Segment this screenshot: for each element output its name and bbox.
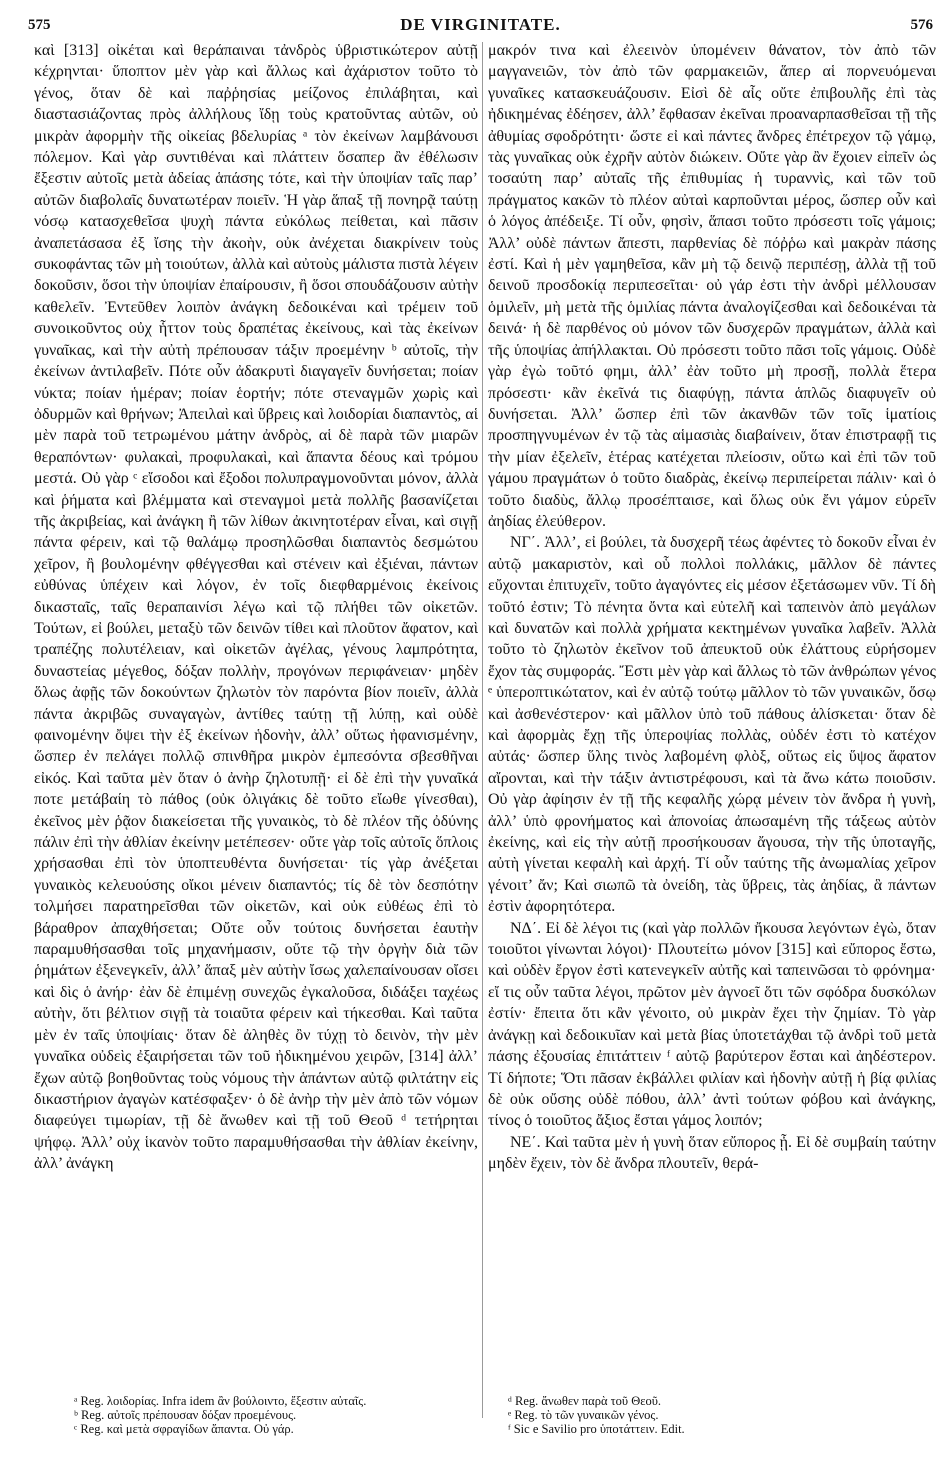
- section-55: ΝΕ΄. Καὶ ταῦτα μὲν ἡ γυνὴ ὅταν εὔπορος ᾖ. Εἰ δὲ συμβαίη ταύτην μηδὲν ἔχειν, τὸν δὲ ἄνδρα πλουτεῖν, θερά-: [488, 1133, 936, 1173]
- right-page-number: 576: [910, 16, 933, 33]
- section-53: ΝΓ΄. Ἀλλ’, εἰ βούλει, τὰ δυσχερῆ τέως ἀφέντες τὸ δοκοῦν εἶναι ἐν αὐτῷ μακαριστὸν, καὶ οὗ πολλοὶ πολλάκις, μᾶλλον δὲ πάντες εὔχονται ἐπιτυχεῖν, τοῦτο ἀγαγόντες εἰς μέσον ἐξετάσωμεν νῦν. Τί δὴ τοῦτό ἐστιν; Τὸ πένητα ὄντα καὶ εὐτελῆ καὶ ταπεινὸν ἀπὸ μεγάλων καὶ δυνατῶν καὶ πολλὰ χρήματα κεκτημένων γυναῖκα λαβεῖν. Ἀλλὰ τοῦτο τὸ ζηλωτὸν ἐκεῖνον τοῦ ἀπευκτοῦ οὐκ ἐλάττους εὑρήσομεν ἔχον τὰς συμφοράς. Ἔστι μὲν γὰρ καὶ ἄλλως τὸ τῶν ἀνθρώπων γένος ᵉ ὑπεροπτικώτατον, καὶ ἐν αὐτῷ τούτῳ μᾶλλον τὸ τῶν γυναικῶν, ὅσῳ καὶ ἀσθενέστερον· καὶ μᾶλλον ὑπὸ τοῦ πάθους ἁλίσκεται· ὅταν δὲ καὶ ἀφορμὰς ἔχῃ τῆς ὑπεροψίας πολλὰς, οὐδέν ἐστι τὸ κατέχον αὐτάς· ὥσπερ ὕλης τινὸς λαβομένη φλὸξ, οὕτως εἰς ὕψος ἄφατον αἴρονται, καὶ τὴν τάξιν ἀντιστρέφουσι, καὶ τὰ ἄνω κάτω ποιοῦσιν. Οὐ γὰρ ἀφίησιν ἐν τῇ τῆς κεφαλῆς χώρᾳ μένειν τὸν ἄνδρα ἡ γυνὴ, ἀλλ’ ὑπὸ φρονήματος καὶ ἀπονοίας ἀπωσαμένη τῆς τάξεως αὐτὸν ἐκείνης, καὶ εἰς τὴν αὐτῇ προσήκουσαν ἄγουσα, τὴν τῆς ὑποταγῆς, αὐτὴ γίνεται κεφαλὴ καὶ ἀρχή. Τί οὖν ταύτης τῆς ἀνωμαλίας χεῖρον γένοιτ’ ἄν; Καὶ σιωπῶ τὰ ὀνείδη, τὰς ὕβρεις, τὰς ἀηδίας, ἃ πάντων ἐστὶν ἀφορητότερα.: [488, 534, 936, 916]
- footnotes-right: [508, 1394, 928, 1436]
- running-title: DE VIRGINITATE.: [400, 15, 561, 34]
- footnotes-left: [74, 1394, 474, 1436]
- section-54: ΝΔ΄. Εἰ δὲ λέγοι τις (καὶ γὰρ πολλῶν ἤκουσα λεγόντων ἐγὼ, ὅταν τοιοῦτοι γίνωνται λόγοι)· Πλουτείτω μόνον [315] καὶ εὔπορος ἔστω, καὶ οὐδὲν ἔργον ἐστὶ κατενεγκεῖν αὐτῆς καὶ ταπεινῶσαι τὸ φρόνημα· εἴ τις οὖν ταῦτα λέγοι, πρῶτον μὲν ἀγνοεῖ ὅτι τῶν σφόδρα δυσκόλων ἐστίν· ἔπειτα ὅτι κἂν γένοιτο, οὐ μικρὰν ἔχει τὴν ζημίαν. Τὸ γὰρ ἀνάγκῃ καὶ δεδοικυῖαν καὶ μετὰ βίας ὑποτετάχθαι τῷ ἀνδρὶ τοῦ μετὰ πάσης ἐξουσίας ἐπιτάττειν ᶠ αὐτῷ βαρύτερον ἔσται καὶ ἀηδέστερον. Τί δήποτε; Ὅτι πᾶσαν ἐκβάλλει φιλίαν καὶ ἡδονὴν αὐτῇ ἡ βίᾳ φιλίας δὲ οὐκ οὔσης οὐδὲ πόθου, ἀλλ’ ἀντὶ τούτων φόβου καὶ ἀνάγκης, τίνος ὁ τοιοῦτος ἄξιος ἔσται γάμος λοιπόν;: [488, 919, 936, 1130]
- footnote-f: ᶠ Sic e Savilio pro ὑποτάττειν. Edit.: [508, 1422, 685, 1436]
- left-column: [34, 40, 478, 1418]
- footnote-c: ᶜ Reg. καὶ μετὰ σφραγίδων ἅπαντα. Οὐ γάρ.: [74, 1422, 294, 1436]
- left-page-number: 575: [28, 16, 51, 33]
- footnote-e: ᵉ Reg. τὸ τῶν γυναικῶν γένος.: [508, 1408, 659, 1422]
- right-column-text: μακρόν τινα καὶ ἐλεεινὸν ὑπομένειν θάνατον, τὸν ἀπὸ τῶν μαγγανειῶν, τὸν ἀπὸ τῶν φαρμακειῶν, ἅπερ αἱ πορνευόμεναι γυναῖκες κατασκευάζουσιν. Εἰσὶ δὲ αἷς οὔτε ἐπιβουλῆς ἐπὶ τὰς ἠδικημένας ἐδέησεν, ἀλλ’ ἔφθασαν ἐκεῖναι προαναρπασθεῖσαι τῇ τῆς ἀθυμίας σφοδρότητι· ὥστε εἰ καὶ πάντες ἄνδρες ἐπέτρεχον τῷ γάμῳ, τὰς γυναῖκας οὐκ ἐχρῆν αὐτὸν διώκειν. Οὔτε γὰρ ἂν ἔχοιεν εἰπεῖν ὡς τοσαύτη παρ’ αὐταῖς τῆς ἐπιθυμίας ἡ τυραννὶς, καὶ τῶν τοῦ πράγματος κακῶν τὸ πλέον αὐταὶ καρποῦνται μέρος, ὥσπερ οὖν καὶ ὁ λόγος ἀπέδειξε. Τί οὖν, φησὶν, ἅπασι τοῦτο πρόσεστι τοῖς γάμοις; Ἀλλ’ οὐδὲ πάντων ἄπεστι, παρθενίας δὲ πόῤῥω καὶ μακρὰν πάσης ἐστί. Καὶ ἡ μὲν γαμηθεῖσα, κἂν μὴ τῷ δεινῷ περιπέσῃ, ἀλλὰ τῇ τοῦ δεινοῦ προσδοκίᾳ περιπεσεῖται· οὐ γάρ ἐστι τὴν ἀνδρὶ μέλλουσαν ὁμιλεῖν, μὴ μετὰ τῆς ὁμιλίας πάντα ἀναλογίζεσθαι καὶ δεδοικέναι τὰ δεινά· ἡ δὲ παρθένος οὐ μόνον τῶν δυσχερῶν πραγμάτων, ἀλλὰ καὶ τῆς ὑποψίας ἀπήλλακται. Οὐ πρόσεστι τοῦτο πᾶσι τοῖς γάμοις. Οὐδὲ γὰρ ἐγὼ τοῦτό φημι, ἀλλ’ ἐὰν τοῦτο μὴ προσῇ, πολλὰ ἕτερα πρόσεστι· κἂν ἐκεῖνά τις διαφύγῃ, πάντα ἁπλῶς διαφυγεῖν οὐ δυνήσεται. Ἀλλ’ ὥσπερ ἐπὶ τῶν ἀκανθῶν τῶν τοῖς ἱματίοις προσπηγνυμένων ἐν τῷ τὰς αἱμασιὰς διαβαίνειν, ὅταν ἐπιστραφῇ τις τὴν μίαν ἐξελεῖν, ἑτέρας κατέχεται πλείοσιν, οὕτω καὶ ἐπὶ τῶν τοῦ γάμου πραγμάτων ὁ τοῦτο διαδρὰς, ἐκείνῳ περιπείρεται πάλιν· καὶ ὁ τοῦτο διαδὺς, ἄλλῳ προσέπταισε, καὶ ὅλως οὐκ ἔνι γάμον εὑρεῖν ἀηδίας ἐλεύθερον.: [488, 42, 936, 530]
- footnote-b: ᵇ Reg. αὐτοῖς πρέπουσαν δόξαν προεμένους.: [74, 1408, 297, 1422]
- left-column-text: καὶ [313] οἰκέται καὶ θεράπαιναι τἀνδρὸς ὑβριστικώτερον αὐτῇ κέχρηνται· ὕποπτον μὲν γὰρ καὶ ἄλλως καὶ ἀχάριστον τοῦτο τὸ γένος, ὅταν δὲ καὶ παῤῥησίας μείζονος ἐπιλάβηται, καὶ διαστασιάζοντας πρὸς ἀλλήλους ἴδῃ τοὺς κρατοῦντας αὐτῶν, οὐ μικρὰν ἀφορμὴν τῆς οἰκείας βδελυρίας ᵃ τὸν ἐκείνων λαμβάνουσι πόλεμον. Καὶ γὰρ συντιθέναι καὶ πλάττειν ὅσαπερ ἂν ἐθέλωσιν ἔξεστιν αὐτοῖς μετὰ ἀδείας ἁπάσης τότε, καὶ τὴν ὑποψίαν ταῖς παρ’ αὐτῶν διαβολαῖς δυνατωτέραν ποιεῖν. Ἡ γὰρ ἅπαξ τῇ πονηρᾷ ταύτῃ νόσῳ κατασχεθεῖσα ψυχὴ πάντα εὐκόλως πείθεται, καὶ πᾶσιν ἀναπετάσασα ἐξ ἴσης τὴν ἀκοὴν, οὐκ ἀνέχεται διακρίνειν τοὺς συκοφάντας τῶν μὴ τοιούτων, ἀλλὰ καὶ αὐτοὺς μάλιστα πιστὰ λέγειν δοκοῦσιν, ὅσοι τὴν ὑποψίαν ἐπαίρουσιν, ἢ ὅσοι σπουδάζουσιν αὐτὴν καθελεῖν. Ἐντεῦθεν λοιπὸν ἀνάγκη δεδοικέναι καὶ τρέμειν τοῦ συνοικοῦντος οὐχ ἧττον τοὺς δραπέτας ἐκείνους, καὶ τὰς ἐκείνων γυναῖκας, καὶ τὴν αὐτὴ πρέπουσαν τάξιν προεμένην ᵇ αὐτοῖς, τὴν ἐκείνων ἀντιλαβεῖν. Πότε οὖν ἀδακρυτὶ διαγαγεῖν δυνήσεται; ποίαν νύκτα; ποίαν ἡμέραν; ποίαν ἑορτήν; πότε στεναγμῶν χωρὶς καὶ ὀδυρμῶν καὶ θρήνων; Ἀπειλαὶ καὶ ὕβρεις καὶ λοιδορίαι διαπαντὸς, αἱ μὲν παρὰ τοῦ τετρωμένου μάτην ἀνδρὸς, αἱ δὲ παρὰ τῶν μιαρῶν θεραπόντων· φυλακαὶ, προφυλακαὶ, καὶ ἅπαντα δέους καὶ τρόμου μεστά. Οὐ γὰρ ᶜ εἴσοδοι καὶ ἔξοδοι πολυπραγμονοῦνται μόνον, ἀλλὰ καὶ ῥήματα καὶ βλέμματα καὶ στεναγμοὶ μετὰ πολλῆς βασανίζεται τῆς ἀκριβείας, καὶ ἀνάγκη ἢ τῶν λίθων ἀκινητοτέραν εἶναι, καὶ σιγῇ πάντα φέρειν, καὶ τῷ θαλάμῳ προσηλῶσθαι διαπαντὸς δεσμώτου χεῖρον, ἢ βουλομένην φθέγγεσθαι καὶ στένειν καὶ ἐξιέναι, πάντων εὐθύνας ὑπέχειν καὶ λόγον, ἐν τοῖς διεφθαρμένοις ἐκείνοις δικασταῖς, ταῖς θεραπαινίσι λέγω καὶ τῷ πλήθει τῶν οἰκετῶν. Τούτων, εἰ βούλει, μεταξὺ τῶν δεινῶν τίθει καὶ πλοῦτον ἄφατον, καὶ τραπέζης πολυτέλειαν, καὶ οἰκετῶν ἀγέλας, γένους λαμπρότητα, δυναστείας μέγεθος, δόξαν πολλὴν, προγόνων περιφάνειαν· μηδὲν ὅλως ἀφῇς τῶν δοκούντων ζηλωτὸν τὸν παρόντα βίον ποιεῖν, ἀλλὰ πάντα ἀκριβῶς συναγαγὼν, ἀντίθες ταύτῃ τῇ λύπῃ, καὶ οὐδὲ φαινομένην ὄψει τὴν ἐξ ἐκείνων ἡδονὴν, ἀλλ’ οὕτως ἠφανισμένην, ὥσπερ ἐν πελάγει πολλῷ σπινθῆρα μικρὸν ἐμπεσόντα σβεσθῆναι εἰκός. Καὶ ταῦτα μὲν ὅταν ὁ ἀνὴρ ζηλοτυπῇ· εἰ δὲ ἐπὶ τὴν γυναῖκά ποτε μετάβαίη τὸ πάθος (οὐκ ὀλιγάκις δὲ τοῦτο εἴωθε γίνεσθαι), ἐκεῖνος μὲν ῥᾷον διακείσεται τῆς γυναικὸς, τὸ δὲ πλέον τῆς ὀδύνης πάλιν ἐπὶ τὴν ἀθλίαν ἐκείνην μετέπεσεν· οὔτε γὰρ τοῖς αὐτοῖς ὅπλοις χρήσασθαι ἐπὶ τὸν ὑποπτευθέντα δυνήσεται· τίς γὰρ ἀνέξεται γυναικὸς κελευούσης οἴκοι μένειν διαπαντός; τίς δὲ τὸν δεσπότην τολμήσει παρατηρεῖσθαι τῶν οἰκετῶν, καὶ οὐκ εὐθέως ἐπὶ τὸ βάραθρον ἀπαχθήσεται; Οὔτε οὖν τούτοις δυνήσεται ἑαυτὴν παραμυθήσασθαι τοῖς μηχανήμασιν, οὔτε τῷ τὴν ὀργὴν διὰ τῶν ῥημάτων ἐξενεγκεῖν, ἀλλ’ ἅπαξ μὲν αὐτὴν ἴσως χαλεπαίνουσαν οἴσει καὶ δὶς ὁ ἀνήρ· ἐὰν δὲ ἐπιμένῃ συνεχῶς ἐγκαλοῦσα, διδάξει ταχέως αὐτὴν, ὅτι βέλτιον σιγῇ τὰ τοιαῦτα φέρειν καὶ τήκεσθαι. Καὶ ταῦτα μὲν ἐν ταῖς ὑποψίαις· ὅταν δὲ ἀληθὲς ὂν τύχῃ τὸ δεινὸν, τὴν μὲν γυναῖκα οὐδεὶς ἐξαιρήσεται τῶν τοῦ ἠδικημένου χειρῶν, [314] ἀλλ’ ἔχων αὐτῷ βοηθοῦντας τοὺς νόμους τὴν ἁπάντων αὐτῷ φιλτάτην εἰς δικαστήριον ἀγαγὼν κατέσφαξεν· ὁ δὲ ἀνὴρ τὴν μὲν ἀπὸ τῶν νόμων διαφεύγει τιμωρίαν, τῇ δὲ ἄνωθεν καὶ τῇ τοῦ Θεοῦ ᵈ τετήρηται ψήφῳ. Ἀλλ’ οὐχ ἱκανὸν τοῦτο παραμυθήσασθαι τὴν ἀθλίαν ἐκείνην, ἀλλ’ ἀνάγκη: [34, 42, 478, 1173]
- footnote-a: ᵃ Reg. λοιδορίας. Infra idem ἂν βούλοιντο, ἔξεστιν αὐταῖς.: [74, 1394, 367, 1408]
- running-header: [28, 10, 933, 40]
- right-column: [488, 40, 936, 1418]
- footnote-d: ᵈ Reg. ἄνωθεν παρὰ τοῦ Θεοῦ.: [508, 1394, 662, 1408]
- column-divider: [482, 42, 483, 1418]
